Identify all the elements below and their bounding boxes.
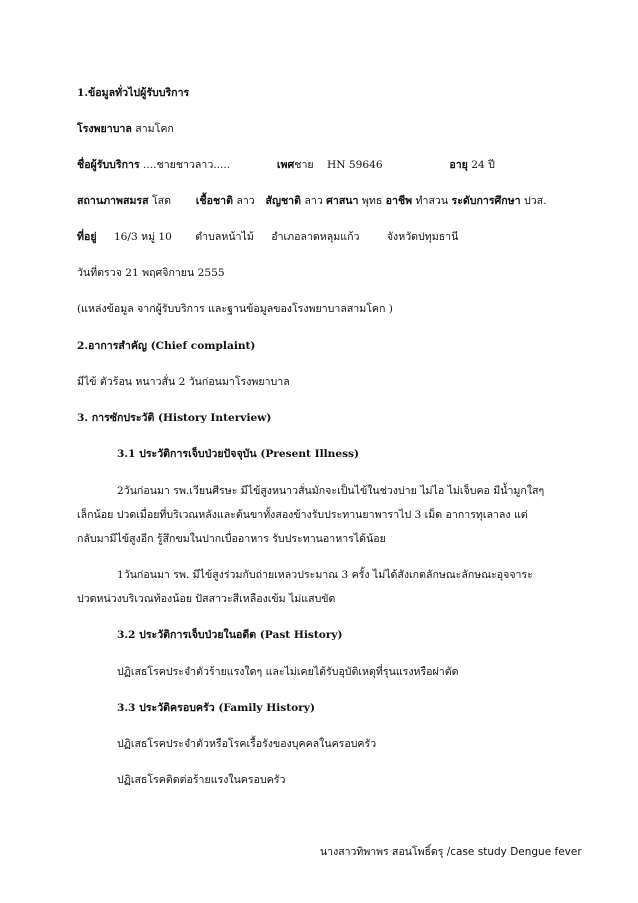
page-footer <box>320 845 582 859</box>
exam-date: วันที่ตรวจ 21 พฤศจิกายน 2555 <box>77 267 225 279</box>
hospital-line: โรงพยาบาล สามโคก <box>77 123 174 135</box>
present-illness-p2-line1: 1วันก่อนมา รพ. มีไข้สูงร่วมกับถ่ายเหลวประมาณ 3 ครั้ง ไม่ได้สังเกตลักษณะลักษณะอุจจาระ <box>117 569 533 581</box>
present-illness-p1-line3: กลับมามีไข้สูงอีก รู้สึกขมในปากเบื่ออาหาร รับประทานอาหารได้น้อย <box>77 533 386 545</box>
past-history-heading: 3.2 ประวัติการเจ็บป่วยในอดีต (Past History) <box>117 629 343 641</box>
footer-author: นางสาวทิพาพร สอนโพธิ์ดรุ <box>320 846 444 858</box>
client-line: ชื่อผู้รับบริการ ....ชายชาวลาว..... เพศชาย HN 59646 อายุ 24 ปี <box>77 159 495 171</box>
family-history-heading: 3.3 ประวัติครอบครัว (Family History) <box>117 702 315 714</box>
chief-complaint-text: มีไข้ ตัวร้อน หนาวสั่น 2 วันก่อนมาโรงพยาบาล <box>77 376 290 388</box>
address-line: ที่อยู่ 16/3 หมู่ 10 ตำบลหน้าไม้ อำเภอลาดหลุมแก้ว จังหวัดปทุมธานี <box>77 231 459 243</box>
present-illness-p1-line1: 2วันก่อนมา รพ.เวียนศีรษะ มีไข้สูงหนาวสั่นมักจะเป็นไข้ในช่วงบ่าย ไม่ไอ ไม่เจ็บคอ มีน้ำมูกใสๆ <box>117 485 545 497</box>
data-source: (แหล่งข้อมูล จากผู้รับบริการ และฐานข้อมูลของโรงพยาบาลสามโคก ) <box>77 303 393 315</box>
family-history-text-2: ปฏิเสธโรคติดต่อร้ายแรงในครอบครัว <box>117 774 286 786</box>
footer-course: /case study Dengue fever <box>446 846 582 858</box>
present-illness-p2-line2: ปวดหน่วงบริเวณท้องน้อย ปัสสาวะสีเหลืองเข้ม ไม่แสบขัด <box>77 593 336 605</box>
status-line: สถานภาพสมรส โสด เชื้อชาติ ลาว สัญชาติ ลาว ศาสนา พุทธ อาชีพ ทำสวน ระดับการศึกษา ปวส. <box>77 195 547 207</box>
present-illness-p1-line2: เล็กน้อย ปวดเมื่อยที่บริเวณหลังและต้นขาทั้งสองข้างรับประทานยาพาราไป 3 เม็ด อาการทุเลาลง แต่ <box>77 509 528 521</box>
past-history-text: ปฏิเสธโรคประจำตัวร้ายแรงใดๆ และไม่เคยได้รับอุบัติเหตุที่รุนแรงหรือผ่าตัด <box>117 666 459 678</box>
section-2-heading: 2.อาการสำคัญ (Chief complaint) <box>77 340 256 352</box>
present-illness-heading: 3.1 ประวัติการเจ็บป่วยปัจจุบัน (Present Illness) <box>117 448 360 460</box>
family-history-text-1: ปฏิเสธโรคประจำตัวหรือโรคเรื้อรังของบุคคลในครอบครัว <box>117 738 377 750</box>
section-3-heading: 3. การซักประวัติ (History Interview) <box>77 412 272 424</box>
section-1-heading: 1.ข้อมูลทั่วไปผู้รับบริการ <box>77 87 190 99</box>
